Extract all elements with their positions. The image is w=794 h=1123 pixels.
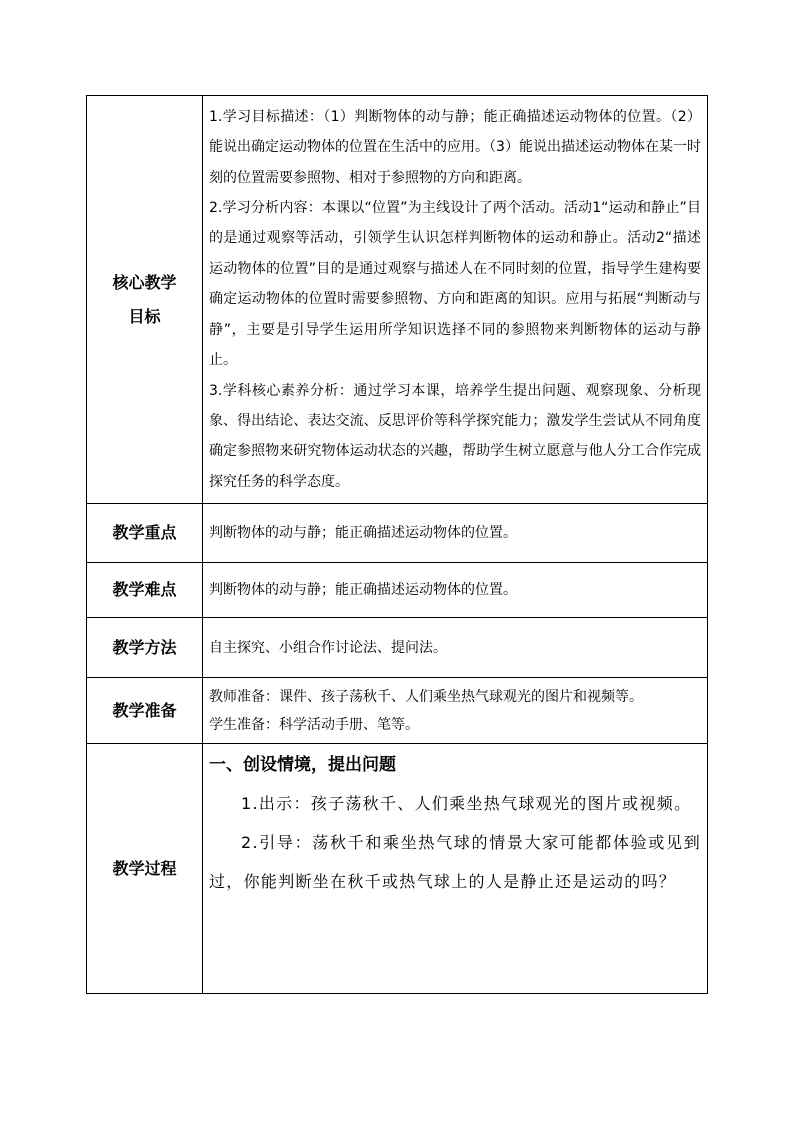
- core-goals-content: [203, 96, 708, 504]
- process-content: [203, 744, 708, 994]
- core-goals-label-line1: 核心教学: [112, 272, 177, 292]
- methods-label: 教学方法: [87, 618, 203, 678]
- preparation-label: 教学准备: [87, 678, 203, 744]
- difficulties-content: 判断物体的动与静；能正确描述运动物体的位置。: [203, 563, 708, 618]
- row-core-goals: [87, 96, 708, 504]
- row-key-points: [87, 504, 708, 563]
- row-process: [87, 744, 708, 994]
- goal-paragraph-3: 3.学科核心素养分析：通过学习本课，培养学生提出问题、观察现象、分析现象、得出结论、表达交流、反思评价等科学探究能力；激发学生尝试从不同角度确定参照物来研究物体运动状态的兴趣，帮助学生树立愿意与他人分工合作完成探究任务的科学态度。: [209, 382, 701, 490]
- lesson-plan-table: [86, 95, 708, 994]
- process-heading: 一、创设情境，提出问题: [209, 755, 396, 775]
- key-points-label: 教学重点: [87, 504, 203, 563]
- row-methods: [87, 618, 708, 678]
- row-preparation: [87, 678, 708, 744]
- preparation-content: [203, 678, 708, 744]
- process-step-1: 1.出示：孩子荡秋千、人们乘坐热气球观光的图片或视频。: [241, 794, 692, 813]
- teacher-preparation: 教师准备：课件、孩子荡秋千、人们乘坐热气球观光的图片和视频等。: [209, 688, 643, 705]
- goal-paragraph-2: 2.学习分析内容：本课以“位置”为主线设计了两个活动。活动1“运动和静止”目的是通过观察等活动，引领学生认识怎样判断物体的运动和静止。活动2“描述运动物体的位置”目的是通过观察与描述人在不同时刻的位置，指导学生建构要确定运动物体的位置时需要参照物、方向和距离的知识。应用与拓展“判断动与静”，主要是引导学生运用所学知识选择不同的参照物来判断物体的运动与静止。: [209, 200, 701, 369]
- core-goals-label-line2: 目标: [128, 306, 161, 326]
- process-step-2: 2.引导：荡秋千和乘坐热气球的情景大家可能都体验或见到过，你能判断坐在秋千或热气球上的人是静止还是运动的吗？: [209, 833, 701, 891]
- student-preparation: 学生准备：科学活动手册、笔等。: [209, 716, 419, 733]
- key-points-content: 判断物体的动与静；能正确描述运动物体的位置。: [203, 504, 708, 563]
- core-goals-label: [87, 96, 203, 504]
- goal-paragraph-1: 1.学习目标描述：（1）判断物体的动与静；能正确描述运动物体的位置。（2）能说出确定运动物体的位置在生活中的应用。（3）能说出描述运动物体在某一时刻的位置需要参照物、相对于参照物的方向和距离。: [209, 108, 701, 186]
- methods-content: 自主探究、小组合作讨论法、提问法。: [203, 618, 708, 678]
- process-label: 教学过程: [87, 744, 203, 994]
- difficulties-label: 教学难点: [87, 563, 203, 618]
- row-difficulties: [87, 563, 708, 618]
